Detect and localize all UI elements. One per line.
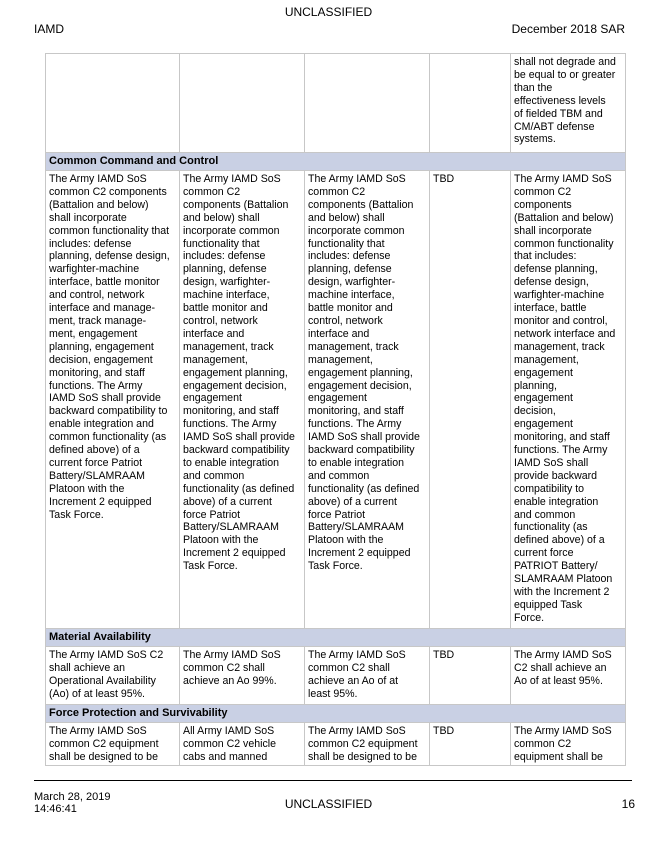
table-row xyxy=(46,723,626,766)
table-row xyxy=(46,647,626,705)
table-cell: TBD xyxy=(430,171,511,629)
footer-classification: UNCLASSIFIED xyxy=(284,797,373,811)
table-cell: The Army IAMD SoS common C2 shall achieve an Ao 99%. xyxy=(180,647,305,705)
table-cell: All Army IAMD SoS common C2 vehicle cabs and manned xyxy=(180,723,305,766)
table-cell: The Army IAMD SoS common C2 components (Battalion and below) shall incorporate common functionality that includes: defense planning, defense design, warfighter-machine interface, battle monitor and control, network interface and manage- ment, track manage- ment, engagement planning, engagement decision, engagement monitoring, and staff functions. The Army IAMD SoS shall provide backward compatibility to enable integration and common functionality (as defined above) of a current force Patriot Battery/SLAMRAAM Platoon with the Increment 2 equipped Task Force. xyxy=(46,171,180,629)
section-title: Common Command and Control xyxy=(46,153,626,171)
header-report-date: December 2018 SAR xyxy=(511,22,625,36)
table-cell xyxy=(305,54,430,153)
section-header-row xyxy=(46,153,626,171)
table-cell: The Army IAMD SoS common C2 components (Battalion and below) shall incorporate common functionality that includes: defense planning, defense design, warfighter- machine interface, battle monitor and control, network interface and management, track management, engagement planning, engagement decision, engagement monitoring, and staff functions. The Army IAMD SoS shall provide backward compatibility to enable integration and common functionality (as defined above) of a current force Patriot Battery/SLAMRAAM Platoon with the Increment 2 equipped Task Force. xyxy=(180,171,305,629)
requirements-table-container xyxy=(45,53,625,766)
page-number: 16 xyxy=(621,797,635,811)
header-program: IAMD xyxy=(34,22,64,36)
table-cell: The Army IAMD SoS common C2 equipment shall be designed to be xyxy=(46,723,180,766)
section-title: Force Protection and Survivability xyxy=(46,705,626,723)
section-header-row xyxy=(46,629,626,647)
table-cell: TBD xyxy=(430,647,511,705)
table-cell: The Army IAMD SoS common C2 shall achieve an Ao of at least 95%. xyxy=(305,647,430,705)
footer-date: March 28, 2019 xyxy=(34,791,111,803)
footer-time: 14:46:41 xyxy=(34,803,77,815)
table-cell: The Army IAMD SoS C2 shall achieve an Operational Availability (Ao) of at least 95%. xyxy=(46,647,180,705)
table-cell xyxy=(46,54,180,153)
table-cell: The Army IAMD SoS C2 shall achieve an Ao of at least 95%. xyxy=(511,647,626,705)
table-cell: The Army IAMD SoS common C2 equipment shall be xyxy=(511,723,626,766)
section-title: Material Availability xyxy=(46,629,626,647)
requirements-table xyxy=(45,53,626,766)
table-cell: TBD xyxy=(430,723,511,766)
table-row xyxy=(46,54,626,153)
footer-divider xyxy=(34,780,632,781)
table-cell: shall not degrade and be equal to or greater than the effectiveness levels of fielded TBM and CM/ABT defense systems. xyxy=(511,54,626,153)
table-cell: The Army IAMD SoS common C2 equipment shall be designed to be xyxy=(305,723,430,766)
table-cell: The Army IAMD SoS common C2 components (Battalion and below) shall incorporate common functionality that includes: defense planning, defense design, warfighter-machine interface, battle monitor and control, network interface and management, track management, engagement planning, engagement decision, engagement monitoring, and staff functions. The Army IAMD SoS shall provide backward compatibility to enable integration and common functionality (as defined above) of a current force PATRIOT Battery/ SLAMRAAM Platoon with the Increment 2 equipped Task Force. xyxy=(511,171,626,629)
table-cell xyxy=(180,54,305,153)
table-cell: The Army IAMD SoS common C2 components (Battalion and below) shall incorporate common functionality that includes: defense planning, defense design, warfighter- machine interface, battle monitor and control, network interface and management, track management, engagement planning, engagement decision, engagement monitoring, and staff functions. The Army IAMD SoS shall provide backward compatibility to enable integration and common functionality (as defined above) of a current force Patriot Battery/SLAMRAAM Platoon with the Increment 2 equipped Task Force. xyxy=(305,171,430,629)
section-header-row xyxy=(46,705,626,723)
header-classification: UNCLASSIFIED xyxy=(284,5,373,19)
table-cell xyxy=(430,54,511,153)
table-row xyxy=(46,171,626,629)
